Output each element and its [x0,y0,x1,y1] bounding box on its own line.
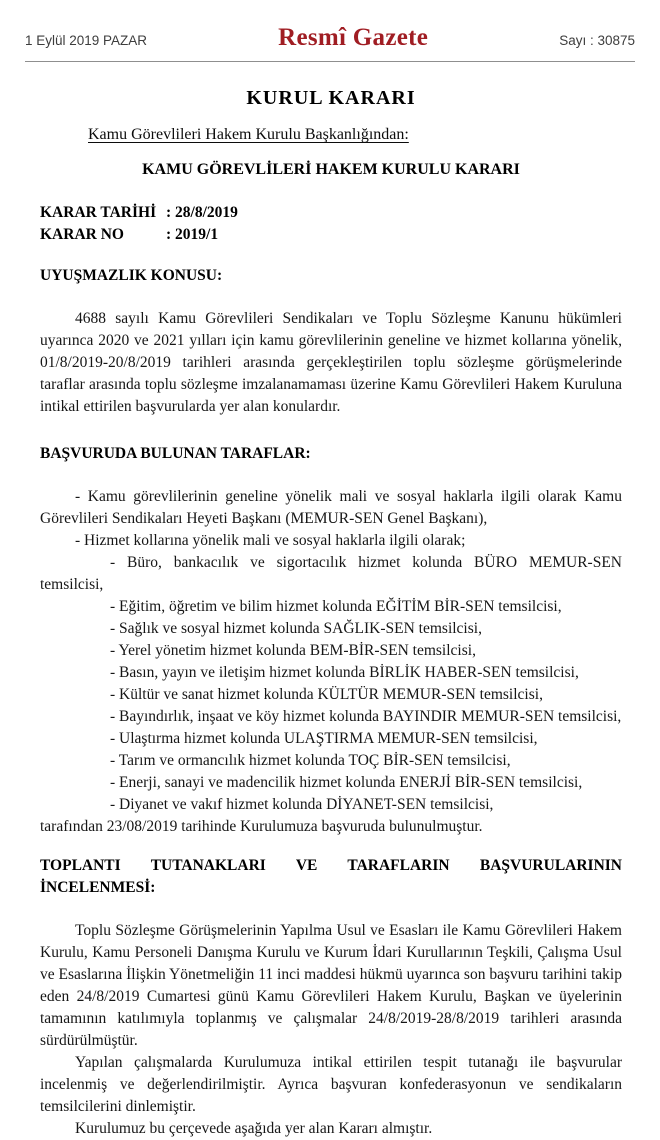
review-paragraphs [40,920,622,1140]
section-heading-review [40,855,622,899]
review-paragraph: Kurulumuz bu çerçevede aşağıda yer alan Kararı almıştır. [75,1120,433,1137]
dispute-paragraph: 4688 sayılı Kamu Görevlileri Sendikaları ve Toplu Sözleşme Kanunu hükümleri uyarınca 2020 ve 2021 yılları için kamu görevlilerinin geneline ve hizmet kollarına yönelik, 01/8/2019-20/8/2019 tarihleri arasında gerçekleştirilen toplu sözleşme görüşmelerinde taraflar arasında toplu sözleşme imzalanamaması üzerine Kamu Görevlileri Hakem Kuruluna intikal ettirilen başvurularda yer alan konulardır. [40,310,622,415]
decision-title: KAMU GÖREVLİLERİ HAKEM KURULU KARARI [142,161,520,178]
list-item: - Basın, yayın ve iletişim hizmet kolunda BİRLİK HABER-SEN temsilcisi, [110,664,579,681]
gazette-issue-number: Sayı : 30875 [559,33,635,48]
gazette-date: 1 Eylül 2019 PAZAR [25,33,148,48]
issuing-authority-line [88,124,622,146]
list-item: - Bayındırlık, inşaat ve köy hizmet kolunda BAYINDIR MEMUR-SEN temsilcisi, [110,708,622,725]
document-body [40,87,622,1140]
decision-meta [40,202,622,246]
decision-number-value: : 2019/1 [166,226,219,243]
decision-date-label: KARAR TARİHİ [40,204,157,221]
review-paragraph: Yapılan çalışmalarda Kurulumuza intikal ettirilen tespit tutanağı ile başvurular incelenmiş ve değerlendirilmiştir. Ayrıca başvuran konfederasyonun ve sendikaların temsilcilerini dinlemiştir. [40,1054,622,1115]
list-item: - Tarım ve ormancılık hizmet kolunda TOÇ BİR-SEN temsilcisi, [110,752,511,769]
document-title: KURUL KARARI [246,87,416,109]
gazette-masthead: Resmî Gazete [278,24,429,51]
decision-date-row [40,202,622,224]
section-heading-dispute: UYUŞMAZLIK KONUSU: [40,267,223,284]
list-item: - Enerji, sanayi ve madencilik hizmet kolunda ENERJİ BİR-SEN temsilcisi, [110,774,583,791]
review-heading-line2: İNCELENMESİ: [40,879,156,896]
decision-number-label: KARAR NO [40,226,124,243]
list-item: - Kamu görevlilerinin geneline yönelik mali ve sosyal haklarla ilgili olarak Kamu Görevlileri Sendikaları Heyeti Başkanı (MEMUR-SEN Genel Başkanı), [40,488,622,527]
parties-list [40,486,622,838]
list-item: - Hizmet kollarına yönelik mali ve sosyal haklarla ilgili olarak; [75,532,466,549]
section-heading-parties: BAŞVURUDA BULUNAN TARAFLAR: [40,445,311,462]
issuing-authority-text: Kamu Görevlileri Hakem Kurulu Başkanlığından: [88,126,409,143]
list-item: - Ulaştırma hizmet kolunda ULAŞTIRMA MEMUR-SEN temsilcisi, [110,730,538,747]
list-item: - Büro, bankacılık ve sigortacılık hizmet kolunda BÜRO MEMUR-SEN temsilcisi, [40,554,622,593]
review-heading-line1: TOPLANTI TUTANAKLARI VE TARAFLARIN BAŞVURULARININ [40,857,622,874]
header-divider [25,61,635,62]
list-item: - Diyanet ve vakıf hizmet kolunda DİYANET-SEN temsilcisi, [110,796,494,813]
decision-number-row [40,224,622,246]
list-item: - Sağlık ve sosyal hizmet kolunda SAĞLIK-SEN temsilcisi, [110,620,482,637]
list-item: - Yerel yönetim hizmet kolunda BEM-BİR-SEN temsilcisi, [110,642,476,659]
list-item: - Eğitim, öğretim ve bilim hizmet kolunda EĞİTİM BİR-SEN temsilcisi, [110,598,562,615]
review-paragraph: Toplu Sözleşme Görüşmelerinin Yapılma Usul ve Esasları ile Kamu Görevlileri Hakem Kurulu, Kamu Personeli Danışma Kurulu ve Kurum İdari Kurullarının Teşkili, Çalışma Usul ve Esaslarına İlişkin Yönetmeliğin 11 inci maddesi hükmü uyarınca son başvuru tarihini takip eden 24/8/2019 Cumartesi günü Kamu Görevlileri Hakem Kurulu, Başkan ve üyelerinin tamamının katılımıyla toplanmış ve çalışmalar 24/8/2019-28/8/2019 tarihleri arasında sürdürülmüştür. [40,922,622,1049]
decision-date-value: : 28/8/2019 [166,204,238,221]
list-item: - Kültür ve sanat hizmet kolunda KÜLTÜR MEMUR-SEN temsilcisi, [110,686,543,703]
parties-closing-line: tarafından 23/08/2019 tarihinde Kurulumuza başvuruda bulunulmuştur. [40,818,483,835]
gazette-header [0,0,660,52]
